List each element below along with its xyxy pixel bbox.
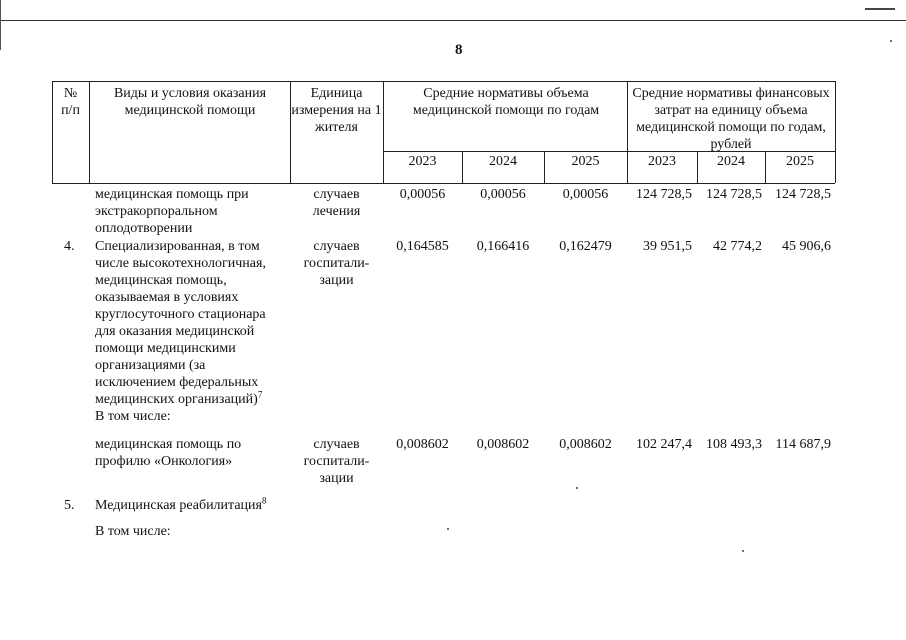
row-cost-value: 42 774,2	[713, 239, 762, 254]
header-col-cost: Средние нормативы финансовых затрат на единицу объема медицинской помощи по годам, рублей	[632, 86, 830, 152]
header-col-volume: Средние нормативы объема медицинской помощи по годам	[412, 86, 600, 118]
row-type-cell: медицинская помощь по профилю «Онкология»	[95, 437, 242, 469]
scan-edge-line	[865, 8, 895, 10]
row-cost-value: 124 728,5	[706, 187, 762, 202]
header-year: 2024	[489, 154, 517, 169]
row-cost-value: 124 728,5	[636, 187, 692, 202]
row-volume-value: 0,008602	[559, 437, 612, 452]
row-number: 4.	[64, 239, 75, 254]
header-year: 2025	[786, 154, 814, 169]
page-number: 8	[455, 42, 463, 58]
footnote-mark: 7	[257, 389, 263, 400]
row-volume-value: 0,008602	[396, 437, 449, 452]
header-col-unit: Единица измерения на 1 жителя	[291, 86, 382, 135]
row-cost-value: 114 687,9	[775, 437, 831, 452]
row-unit-cell: случаев лечения	[312, 187, 361, 219]
row-volume-value: 0,008602	[476, 437, 530, 452]
header-year: 2023	[408, 154, 437, 169]
header-year: 2024	[717, 154, 745, 169]
row-volume-value: 0,162479	[559, 239, 612, 254]
row-volume-value: 0,166416	[476, 239, 530, 254]
scan-edge-line	[0, 0, 1, 50]
row-type-cell: Медицинская реабилитация$^8$	[95, 495, 267, 513]
row-volume-value: 0,00056	[480, 187, 526, 202]
header-col-number: № п/п	[61, 86, 80, 118]
scan-speck	[742, 550, 744, 552]
footnote-mark: 8	[261, 495, 267, 506]
row-number: 5.	[64, 498, 75, 513]
subitems-label: В том числе:	[95, 409, 171, 424]
row-cost-value: 102 247,4	[636, 437, 692, 452]
row-volume-value: 0,00056	[399, 187, 446, 202]
row-volume-value: 0,164585	[396, 239, 449, 254]
row-unit-cell: случаев госпитали- зации	[303, 239, 370, 288]
scan-speck	[890, 40, 892, 42]
header-col-type: Виды и условия оказания медицинской помощи	[113, 86, 267, 118]
row-cost-value: 124 728,5	[775, 187, 831, 202]
row-volume-value: 0,00056	[562, 187, 609, 202]
row-cost-value: 45 906,6	[782, 239, 831, 254]
header-year: 2025	[571, 154, 600, 169]
subitems-label: В том числе:	[95, 524, 171, 539]
scan-edge-line	[0, 20, 906, 21]
row-type-cell: Специализированная, в том числе высокотехнологичная, медицинская помощь, оказываемая в условиях круглосуточного стационара для оказания медицинской помощи медицинскими организациями (за исключением федеральных медицинских организаций)$^7$ В том числе:	[95, 238, 290, 425]
row-unit-cell: случаев госпитали- зации	[303, 437, 370, 486]
scan-speck	[447, 528, 449, 530]
row-type-cell: медицинская помощь при экстракорпоральном оплодотворении	[95, 187, 249, 236]
row-cost-value: 39 951,5	[643, 239, 692, 254]
header-year: 2023	[648, 154, 676, 169]
scan-speck	[576, 487, 578, 489]
row-cost-value: 108 493,3	[706, 437, 762, 452]
